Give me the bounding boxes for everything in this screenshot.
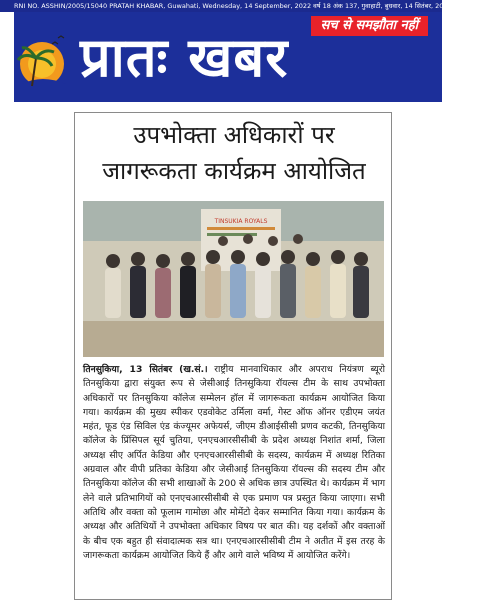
- article-body-text: राष्ट्रीय मानवाधिकार और अपराध नियंत्रण ब्यूरो तिनसुकिया द्वारा संयुक्त रूप से जेसीआई तिनसुकिया रॉयल्स टीम के साथ उपभोक्ता अधिकारों पर तिनसुकिया कॉलेज सम्मेलन हॉल में जागरूकता कार्यक्रम आयोजित किया गया। कार्यक्रम की मुख्य स्पीकर एडवोकेट उर्मिला वर्मा, गेस्ट ऑफ ऑनर एडीएम जयंत महंत, फूड एंड सिविल एंड कंज्यूमर अफेयर्स, जीएम डीआईसीसी प्रणव कटकी, तिनसुकिया कॉलेज के प्रिंसिपल सूर्य चुतिया, एनएचआरसीसीबी के प्रदेश अध्यक्ष निशांत शर्मा, जिला अध्यक्ष सीए अर्पित केडिया और एनएचआरसीसीबी के सदस्य, कार्यक्रम में अध्यक्ष रितिका अग्रवाल और वीपी प्रतिका केडिया और जेसीआई तिनसुकिया रॉयल्स की सदस्य टीम और तिनसुकिया कॉलेज की सभी शाखाओं के 200 से अधिक छात्र उपस्थित थे। कार्यक्रम में भाग लेने वाले प्रतिभागियों को एनएचआरसीसीबी से एक प्रमाण पत्र प्रस्तुत किया जाएगा। सभी अतिथि और वक्ता को फूलाम गामोछा और मोमेंटो देकर सम्मानित किया गया। कार्यक्रम के अध्यक्ष और अतिथियों ने उपभोक्ता अधिकार विषय पर बात की। यह दर्शकों और वक्ताओं के बीच एक बहुत ही संवादात्मक सत्र था। एनएचआरसीसीबी टीम ने अतीत में इस तरह के जागरूकता कार्यक्रम आयोजित किये हैं और आगे वाले भविष्य में आयोजित करेंगे।: [83, 364, 385, 561]
- newspaper-name: प्रातः खबर: [80, 26, 289, 89]
- masthead-top-line: RNI NO. ASSHIN/2005/15040 PRATAH KHABAR, Guwahati, Wednesday, 14 September, 2022 वर्ष 18 अंक 137, गुवाहाटी, बुधवार, 14 सितंबर, 2022, विक्रम संवत् 2079: [0, 0, 442, 12]
- masthead-tagline: सच से समझौता नहीं: [311, 16, 428, 36]
- sunset-palm-logo-icon: [14, 24, 74, 96]
- article-body: [83, 363, 385, 563]
- event-group-photo: [83, 201, 384, 357]
- news-article: [74, 112, 392, 600]
- article-headline: उपभोक्ता अधिकारों पर जागरूकता कार्यक्रम आयोजित: [102, 121, 366, 185]
- masthead: [14, 12, 442, 102]
- article-dateline: तिनसुकिया, 13 सितंबर (ख.सं.।: [83, 364, 208, 375]
- banner-text: TINSUKIA ROYALS: [214, 218, 268, 225]
